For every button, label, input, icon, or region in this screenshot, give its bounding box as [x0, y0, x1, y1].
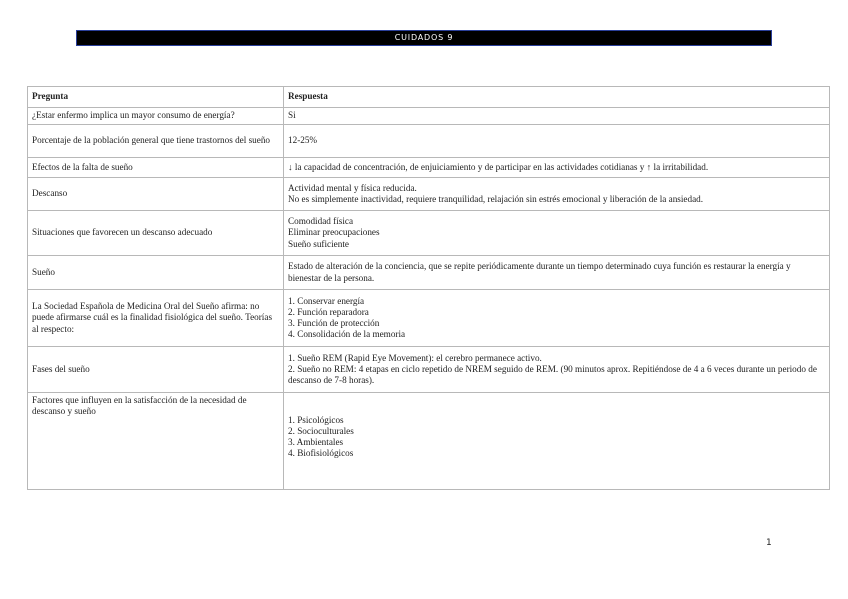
question-cell: ¿Estar enfermo implica un mayor consumo de energía? [28, 108, 284, 125]
answer-line: 12-25% [288, 135, 318, 146]
answer-cell [284, 347, 830, 393]
question-cell: Situaciones que favorecen un descanso adecuado [28, 211, 284, 256]
answer-line: 2. Sueño no REM: 4 etapas en ciclo repetido de NREM seguido de REM. (90 minutos aprox. Repitiéndose de 4 a 6 veces durante un periodo de descanso de 7-8 horas). [288, 363, 817, 386]
question-cell: Descanso [28, 178, 284, 211]
question-cell: Factores que influyen en la satisfacción de la necesidad de descanso y sueño [28, 393, 284, 490]
question-cell: Porcentaje de la población general que tiene trastornos del sueño [28, 125, 284, 158]
table-row [28, 347, 830, 393]
table-row [28, 393, 830, 490]
page-number: 1 [766, 538, 772, 548]
answer-line: 4. Consolidación de la memoria [288, 329, 406, 340]
table-header-row [28, 87, 830, 108]
answer-line: 1. Sueño REM (Rapid Eye Movement): el cerebro permanece activo. [288, 352, 542, 363]
answer-line: 1. Conservar energía [288, 295, 365, 306]
answer-line: Estado de alteración de la conciencia, que se repite periódicamente durante un tiempo determinado cuya función es restaurar la energía y bienestar de la persona. [288, 261, 791, 283]
answer-cell [284, 256, 830, 290]
table-row [28, 178, 830, 211]
table-row [28, 108, 830, 125]
answer-cell [284, 290, 830, 347]
question-cell: Fases del sueño [28, 347, 284, 393]
answer-cell [284, 108, 830, 125]
table-row [28, 125, 830, 158]
answer-line: ↓ la capacidad de concentración, de enjuiciamiento y de participar en las actividades cotidianas y ↑ la irritabilidad. [288, 161, 709, 172]
question-cell: La Sociedad Española de Medicina Oral del Sueño afirma: no puede afirmarse cuál es la finalidad fisiológica del sueño. Teorías al respecto: [28, 290, 284, 347]
table-row [28, 211, 830, 256]
answer-line: Si [288, 110, 296, 121]
answer-cell [284, 178, 830, 211]
answer-line: Sueño suficiente [288, 238, 349, 249]
table-row [28, 290, 830, 347]
qa-table [27, 86, 830, 490]
document-header-bar [76, 30, 772, 46]
answer-cell [284, 158, 830, 178]
table-row [28, 158, 830, 178]
answer-cell [284, 393, 830, 490]
answer-line: 1. Psicológicos [288, 415, 344, 425]
question-cell: Sueño [28, 256, 284, 290]
answer-line: Actividad mental y física reducida. [288, 182, 417, 193]
document-title: CUIDADOS 9 [394, 33, 454, 42]
answer-cell [284, 125, 830, 158]
answer-line: Eliminar preocupaciones [288, 227, 380, 238]
answer-line: 4. Biofisiológicos [288, 448, 354, 459]
answer-line: 3. Ambientales [288, 437, 344, 448]
answer-cell [284, 211, 830, 256]
question-column-header: Pregunta [28, 87, 284, 108]
answer-line: 2. Socioculturales [288, 426, 354, 437]
answer-line: 3. Función de protección [288, 318, 380, 328]
answer-column-header: Respuesta [284, 87, 830, 108]
answer-line: No es simplemente inactividad, requiere tranquilidad, relajación sin estrés emocional y liberación de la ansiedad. [288, 194, 704, 204]
table-row [28, 256, 830, 290]
answer-line: 2. Función reparadora [288, 306, 369, 317]
answer-line: Comodidad física [288, 216, 354, 227]
question-cell: Efectos de la falta de sueño [28, 158, 284, 178]
